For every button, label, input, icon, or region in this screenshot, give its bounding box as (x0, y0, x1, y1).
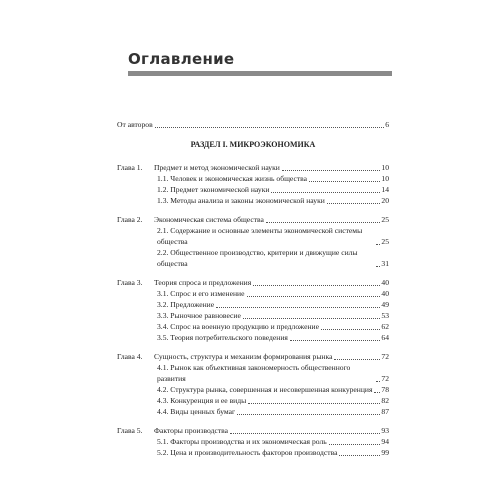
toc-item-page: 82 (381, 396, 389, 405)
toc-item-label: 3.4. Спрос на военную продукцию и предложение (157, 322, 319, 331)
leader-dots (374, 392, 380, 393)
chapter-entries (154, 351, 389, 417)
toc-item-row[interactable] (154, 395, 389, 406)
chapter-title: Экономическая система общества (154, 215, 264, 224)
toc-item-page: 87 (381, 407, 389, 416)
leader-dots (266, 222, 380, 223)
toc-item-label: 5.2. Цена и производительность факторов производства (157, 448, 338, 457)
chapter-title-row[interactable] (154, 162, 389, 173)
toc-item-page: 14 (381, 185, 389, 194)
toc-item-row[interactable] (154, 225, 389, 247)
toc-item-label: 3.1. Спрос и его изменение (157, 289, 245, 298)
chapter-page: 72 (381, 352, 389, 361)
leader-dots (155, 127, 385, 128)
toc-item-page: 99 (381, 448, 389, 457)
chapter-page: 10 (381, 163, 389, 172)
table-of-contents (117, 119, 389, 466)
toc-item-row[interactable] (154, 310, 389, 321)
toc-item-page: 25 (381, 237, 389, 246)
toc-item-row[interactable] (154, 247, 389, 269)
toc-item-row[interactable] (154, 184, 389, 195)
toc-item-label: 1.2. Предмет экономической науки (157, 185, 270, 194)
toc-authors-page: 6 (385, 120, 389, 129)
chapter-label: Глава 2. (117, 215, 143, 224)
chapter-label: Глава 3. (117, 278, 143, 287)
toc-item-row[interactable] (154, 299, 389, 310)
toc-item-page: 78 (381, 385, 389, 394)
chapter-page: 93 (381, 426, 389, 435)
toc-item-label: 4.3. Конкуренция и ее виды (157, 396, 247, 405)
chapters-list (117, 162, 389, 458)
title-rule (128, 71, 392, 76)
toc-item-label: 3.5. Теория потребительского поведения (157, 333, 288, 342)
toc-item-row[interactable] (154, 436, 389, 447)
chapter-title-row[interactable] (154, 351, 389, 362)
leader-dots (237, 414, 380, 415)
toc-item-row[interactable] (154, 195, 389, 206)
section-heading: РАЗДЕЛ I. МИКРОЭКОНОМИКА (190, 140, 316, 149)
chapter-block (117, 277, 389, 343)
leader-dots (253, 285, 380, 286)
toc-item-row[interactable] (154, 332, 389, 343)
chapter-label: Глава 4. (117, 352, 143, 361)
page-title: Оглавление (128, 50, 235, 68)
chapter-title: Факторы производства (154, 426, 229, 435)
leader-dots (321, 329, 380, 330)
toc-item-page: 72 (381, 374, 389, 383)
toc-item-page: 49 (381, 300, 389, 309)
leader-dots (309, 181, 380, 182)
toc-item-label: 4.4. Виды ценных бумаг (157, 407, 236, 416)
leader-dots (290, 340, 381, 341)
toc-item-page: 62 (381, 322, 389, 331)
toc-item-row[interactable] (154, 406, 389, 417)
leader-dots (376, 244, 380, 245)
chapter-entries (154, 425, 389, 458)
leader-dots (216, 307, 380, 308)
chapter-page: 40 (381, 278, 389, 287)
leader-dots (271, 192, 380, 193)
chapter-entries (154, 277, 389, 343)
toc-item-label: 5.1. Факторы производства и их экономическая роль (157, 437, 327, 446)
toc-item-page: 40 (381, 289, 389, 298)
toc-item-row[interactable] (154, 321, 389, 332)
chapter-label: Глава 1. (117, 163, 143, 172)
chapter-entries (154, 162, 389, 206)
toc-item-label: 2.1. Содержание и основные элементы экономической системы общества (157, 226, 363, 246)
leader-dots (282, 170, 381, 171)
toc-item-label: 4.2. Структура рынка, совершенная и несовершенная конкуренция (157, 385, 373, 394)
chapter-title-row[interactable] (154, 277, 389, 288)
toc-item-page: 64 (381, 333, 389, 342)
toc-item-page: 20 (381, 196, 389, 205)
toc-item-row[interactable] (154, 362, 389, 384)
leader-dots (334, 359, 380, 360)
toc-item-label: 1.1. Человек и экономическая жизнь общества (157, 174, 308, 183)
toc-authors-label: От авторов (117, 120, 153, 129)
chapter-title: Теория спроса и предложения (154, 278, 252, 287)
leader-dots (329, 444, 381, 445)
toc-item-page: 53 (381, 311, 389, 320)
leader-dots (327, 203, 381, 204)
toc-item-row[interactable] (154, 447, 389, 458)
toc-item-label: 3.2. Предложение (157, 300, 215, 309)
toc-item-page: 94 (381, 437, 389, 446)
chapter-title: Предмет и метод экономической науки (154, 163, 280, 172)
leader-dots (376, 381, 380, 382)
chapter-entries (154, 214, 389, 269)
toc-item-page: 10 (381, 174, 389, 183)
leader-dots (230, 433, 380, 434)
chapter-title-row[interactable] (154, 214, 389, 225)
toc-item-label: 3.3. Рыночное равновесие (157, 311, 241, 320)
toc-item-row[interactable] (154, 288, 389, 299)
chapter-block (117, 162, 389, 206)
chapter-page: 25 (381, 215, 389, 224)
chapter-block (117, 351, 389, 417)
leader-dots (247, 296, 381, 297)
chapter-block (117, 214, 389, 269)
toc-authors-row[interactable] (117, 119, 389, 130)
leader-dots (243, 318, 381, 319)
toc-item-label: 2.2. Общественное производство, критерии и движущие силы общества (157, 248, 358, 268)
leader-dots (248, 403, 380, 404)
chapter-title: Сущность, структура и механизм формирования рынка (154, 352, 333, 361)
chapter-title-row[interactable] (154, 425, 389, 436)
toc-item-page: 31 (381, 259, 389, 268)
toc-item-row[interactable] (154, 384, 389, 395)
chapter-block (117, 425, 389, 458)
toc-item-label: 1.3. Методы анализа и законы экономической науки (157, 196, 325, 205)
toc-item-row[interactable] (154, 173, 389, 184)
toc-item-label: 4.1. Рынок как объективная закономерность общественного развития (157, 363, 351, 383)
leader-dots (339, 455, 380, 456)
chapter-label: Глава 5. (117, 426, 143, 435)
leader-dots (376, 266, 380, 267)
